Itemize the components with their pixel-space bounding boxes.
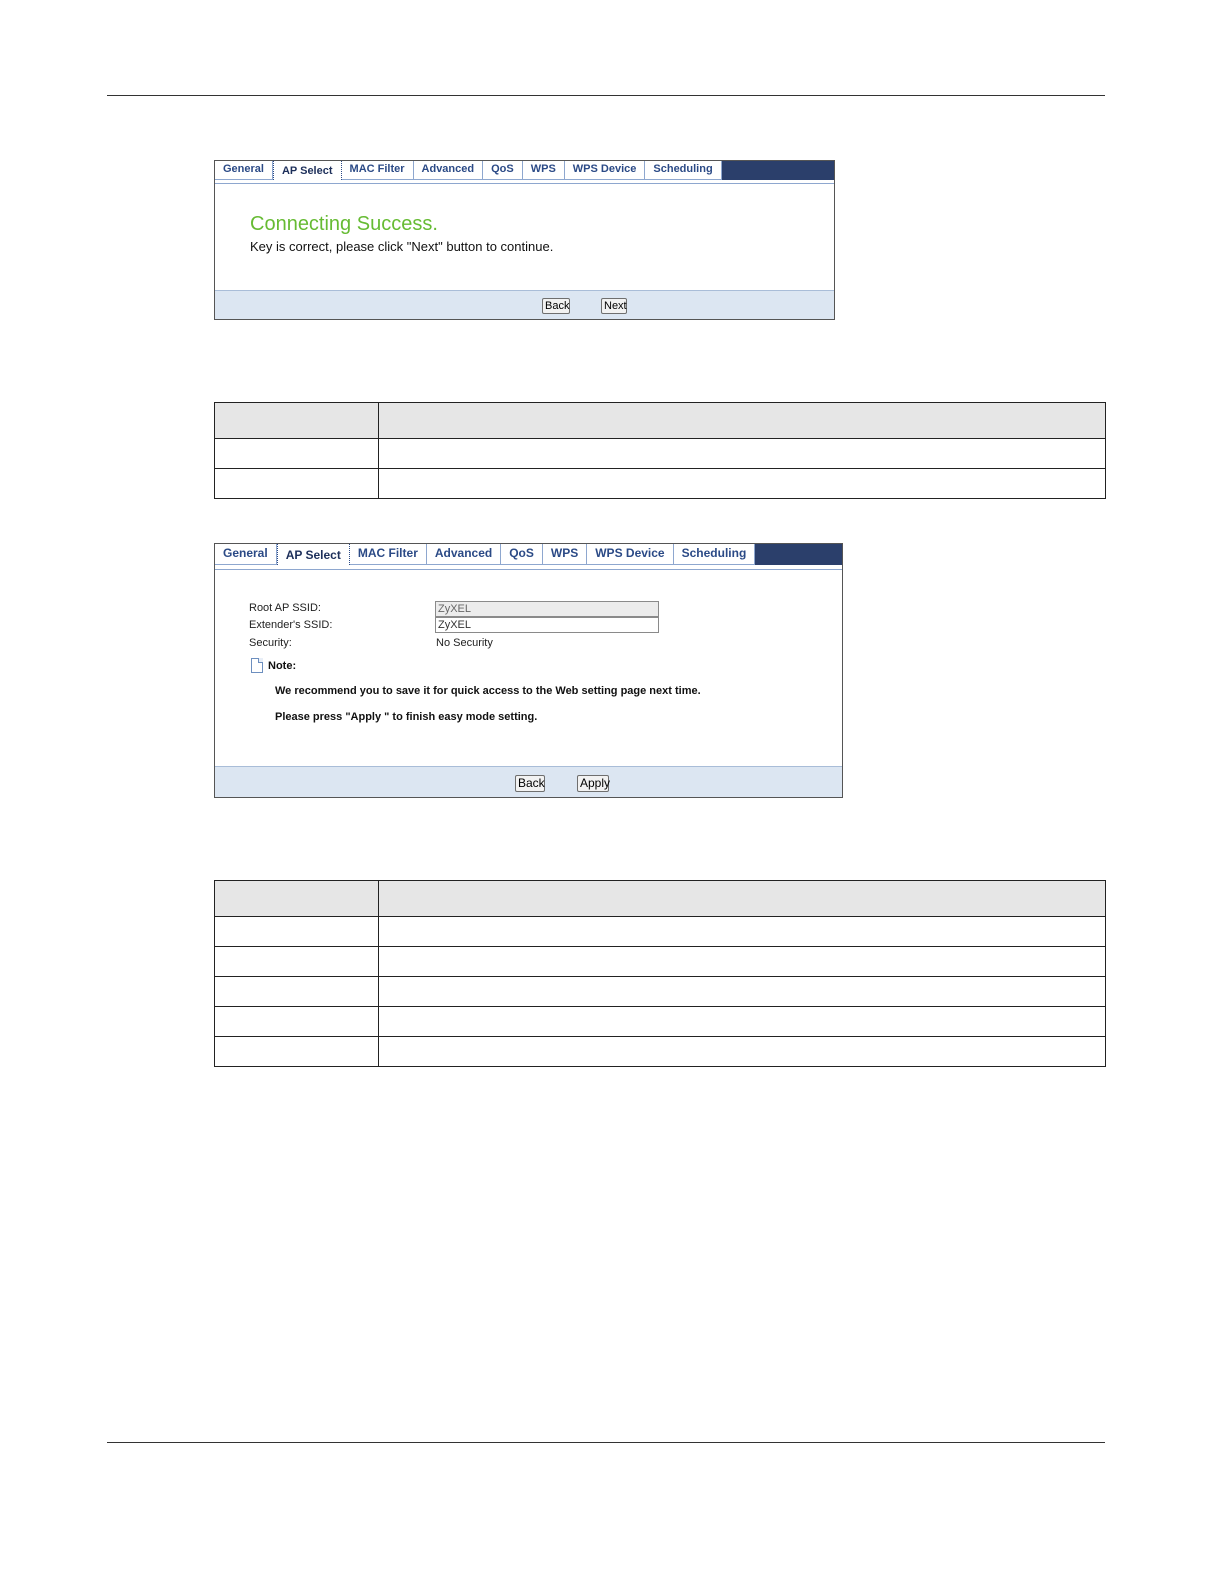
table-row: [215, 917, 1106, 947]
extender-ssid-input[interactable]: ZyXEL: [435, 617, 659, 633]
tab-advanced[interactable]: Advanced: [414, 161, 484, 180]
tab-bar: [215, 544, 842, 565]
root-ap-ssid-field: ZyXEL: [435, 601, 659, 617]
extender-ssid-label: Extender's SSID:: [249, 619, 333, 631]
button-bar: [215, 290, 834, 319]
tab-wps-device[interactable]: WPS Device: [587, 544, 673, 565]
back-button[interactable]: Back: [515, 775, 545, 792]
tab-divider: [215, 569, 842, 570]
table-cell: [379, 469, 1106, 499]
root-ap-ssid-label: Root AP SSID:: [249, 602, 321, 614]
table-cell: [379, 977, 1106, 1007]
connecting-success-screen: [214, 160, 835, 320]
table-header-cell: [379, 403, 1106, 439]
tab-qos[interactable]: QoS: [483, 161, 523, 180]
table-cell: [215, 439, 379, 469]
tab-advanced[interactable]: Advanced: [427, 544, 501, 565]
tab-wps[interactable]: WPS: [543, 544, 587, 565]
tab-wps-device[interactable]: WPS Device: [565, 161, 646, 180]
apply-button[interactable]: Apply: [577, 775, 609, 792]
note-save-hint: We recommend you to save it for quick access to the Web setting page next time.: [275, 685, 701, 697]
button-bar: [215, 766, 842, 797]
tab-general[interactable]: General: [215, 544, 277, 565]
header-rule: [107, 95, 1105, 96]
table-row: [215, 977, 1106, 1007]
tab-divider: [215, 183, 834, 184]
ssid-confirm-screen: [214, 543, 843, 798]
table-row: [215, 947, 1106, 977]
table-header-cell: [379, 881, 1106, 917]
table-row: [215, 1037, 1106, 1067]
tab-ap-select[interactable]: AP Select: [277, 544, 350, 565]
field-description-table: [214, 402, 1106, 499]
note-icon: [251, 658, 263, 673]
table-cell: [215, 947, 379, 977]
field-description-table: [214, 880, 1106, 1067]
note-title: Note:: [268, 660, 297, 672]
table-cell: [215, 1037, 379, 1067]
table-cell: [215, 469, 379, 499]
table-cell: [215, 1007, 379, 1037]
table-row: [215, 1007, 1106, 1037]
table-header-cell: [215, 881, 379, 917]
tab-scheduling[interactable]: Scheduling: [645, 161, 721, 180]
back-button[interactable]: Back: [542, 298, 570, 314]
success-message: Key is correct, please click "Next" button to continue.: [250, 239, 554, 254]
tab-general[interactable]: General: [215, 161, 273, 180]
tab-scheduling[interactable]: Scheduling: [674, 544, 756, 565]
success-title: Connecting Success.: [250, 213, 438, 235]
tab-mac-filter[interactable]: MAC Filter: [350, 544, 427, 565]
security-value: No Security: [436, 637, 493, 649]
note-apply-hint: Please press "Apply " to finish easy mode setting.: [275, 711, 538, 723]
tab-mac-filter[interactable]: MAC Filter: [342, 161, 414, 180]
footer-rule: [107, 1442, 1105, 1443]
tab-bar: [215, 161, 834, 180]
table-row: [215, 439, 1106, 469]
table-header-row: [215, 881, 1106, 917]
table-cell: [215, 917, 379, 947]
table-row: [215, 469, 1106, 499]
tab-wps[interactable]: WPS: [523, 161, 565, 180]
tab-qos[interactable]: QoS: [501, 544, 543, 565]
next-button[interactable]: Next: [601, 298, 627, 314]
table-cell: [379, 947, 1106, 977]
table-cell: [379, 1037, 1106, 1067]
table-header-row: [215, 403, 1106, 439]
table-cell: [379, 439, 1106, 469]
security-label: Security:: [249, 637, 292, 649]
table-cell: [379, 917, 1106, 947]
table-cell: [379, 1007, 1106, 1037]
table-cell: [215, 977, 379, 1007]
table-header-cell: [215, 403, 379, 439]
tab-ap-select[interactable]: AP Select: [273, 161, 342, 180]
